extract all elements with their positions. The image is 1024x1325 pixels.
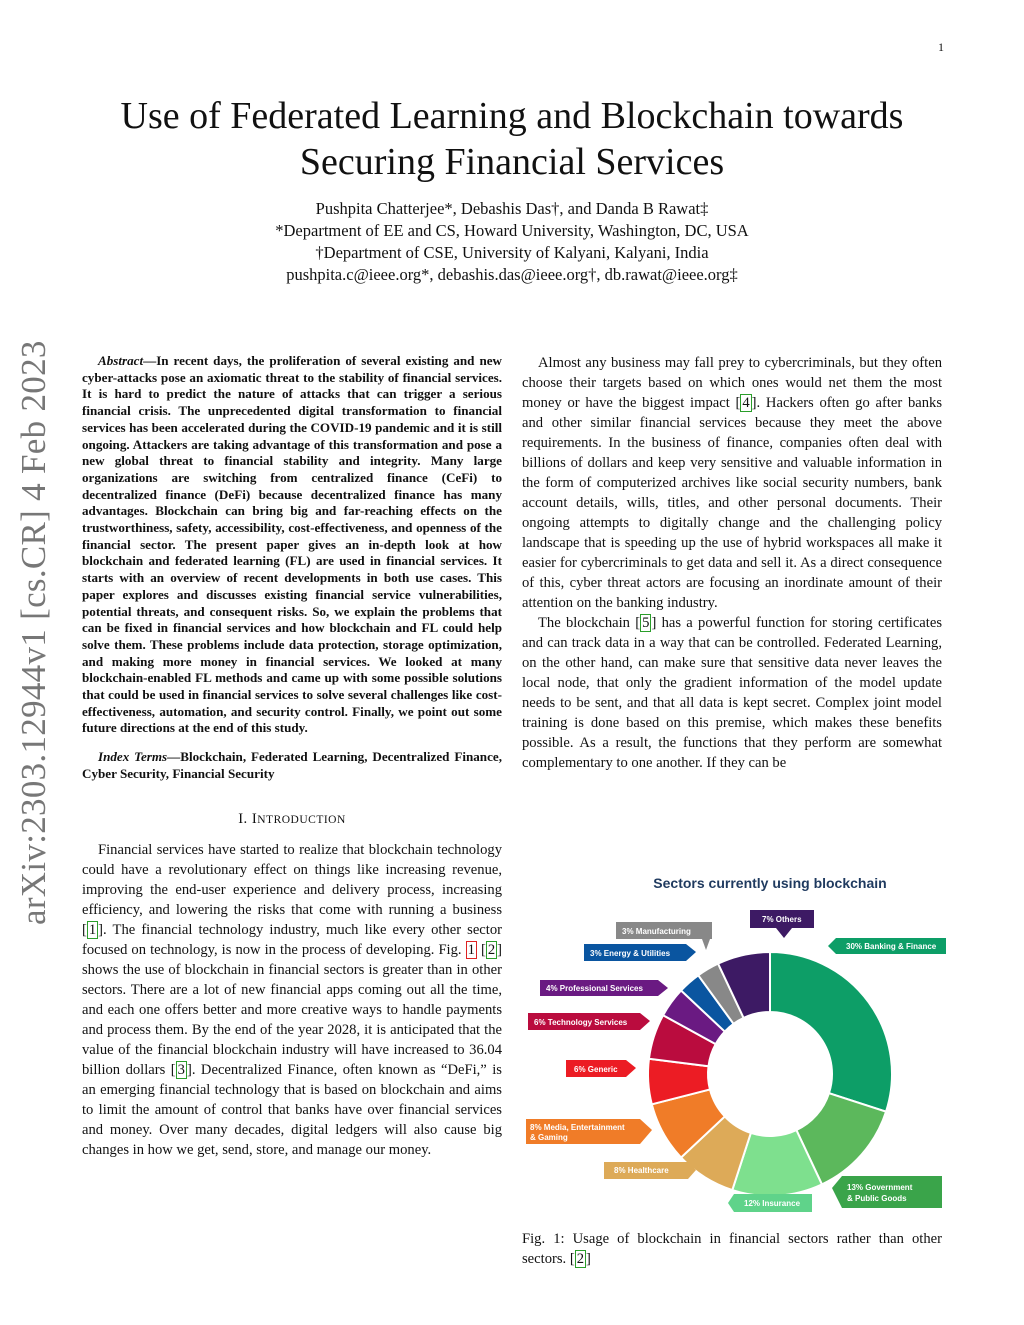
right-column	[522, 353, 942, 773]
intro-text-c: shows the use of blockchain in financial sectors is greater than in other sectors. There are a lot of new financial apps coming out all the time, and each one offers better and more creative ways to handle payments and process them. By the end of the year 2028, it is anticipated that the value of the financial blockchain industry will have increased to 36.04 billion dollars	[82, 961, 502, 1078]
index-terms	[82, 749, 502, 782]
caption-text: Fig. 1: Usage of blockchain in financial sectors rather than other sectors.	[522, 1231, 942, 1267]
label-energy: 3% Energy & Utilities	[590, 949, 671, 958]
intro-paragraph: Financial services have started to realize that blockchain technology could have a revolutionary effect on things like increasing revenue, improving the end-user experience and delivery process, increasing efficiency, and lowering the risks that come with running a business [ 1 ]. The financial technology industry, much like every other sector focused on technology, is now in the process of developing. Fig. 1 [ 2 ] shows the use of blockchain in financial sectors is greater than in other sectors. There are a lot of new financial apps coming out all the time, and each one offers better and more creative ways to handle payments and process them. By the end of the year 2028, it is anticipated that the value of the financial blockchain industry will have increased to 36.04 billion dollars [ 3 ]. Decentralized Finance, often known as “DeFi,” is an emerging financial technology that is based on blockchain and aims to limit the amount of control that banks have over financial services and money. Over many decades, digital ledgers will also cause big changes in how we get, send, store, and manage our money.	[82, 841, 502, 1158]
citation-link[interactable]: 3	[177, 1061, 185, 1078]
label-others: 7% Others	[762, 915, 802, 924]
label-professional: 4% Professional Services	[546, 984, 643, 993]
chart-title: Sectors currently using blockchain	[653, 875, 887, 891]
title-line-1: Use of Federated Learning and Blockchain towards	[120, 95, 904, 137]
right-paragraph-1: Almost any business may fall prey to cybercriminals, but they often choose their targets based on which ones would net them the most money or have the biggest impact [ 4 ]. Hackers often go after banks and other similar financial services because they meet the above requirements. In the business of finance, companies often deal with billions of dollars and keep very sensitive and valuable information in the form of computerized archives like social security numbers, bank account details, wills, titles, and other personal documents. Their ongoing attempts to digitally change and the challenging policy landscape that is speeding up the use of hybrid workspaces all make it easier for cybercriminals to get data and sell it. As a direct consequence of this, cyber threat actors are focusing an inordinate amount of their attention on the banking industry.	[522, 355, 942, 611]
right-text-b: . Hackers often go after banks and other similar financial services because they meet the above requirements. In the business of finance, companies often deal with billions of dollars and keep very sensitive and valuable information in the form of computerized archives like social security numbers, bank account details, wills, titles, and other personal documents. Their ongoing attempts to digitally change and the challenging policy landscape that is speeding up the use of hybrid workspaces all make it easier for cybercriminals to get data and sell it. As a direct consequence of this, cyber threat actors are focusing an inordinate amount of their attention on the banking industry.	[522, 395, 942, 611]
abstract-label: Abstract	[98, 353, 144, 368]
right-text-c: The blockchain	[538, 615, 636, 631]
intro-text-b: . The financial technology industry, much like every other sector focused on technology, is now in the process of developing. Fig.	[82, 921, 502, 958]
intro-text-a: Financial services have started to realize that blockchain technology could have a revolutionary effect on things like increasing revenue, improving the end-user experience and delivery process, increasing efficiency, and lowering the risks that come with running a business	[82, 841, 502, 918]
affiliation-1: *Department of EE and CS, Howard University, Washington, DC, USA	[275, 221, 749, 240]
section-title-rest: NTRODUCTION	[257, 813, 346, 826]
label-insurance: 12% Insurance	[744, 1199, 801, 1208]
callout-government	[832, 1176, 942, 1208]
arxiv-stamp: arXiv:2303.12944v1 [cs.CR] 4 Feb 2023	[14, 340, 53, 925]
figure-caption: Fig. 1: Usage of blockchain in financial sectors rather than other sectors. [ 2 ]	[522, 1231, 942, 1267]
label-media-1: 8% Media, Entertainment	[530, 1123, 625, 1132]
citation-link[interactable]: 1	[88, 921, 97, 938]
label-banking: 30% Banking & Finance	[846, 942, 937, 951]
abstract-text: —In recent days, the proliferation of several existing and new cyber-attacks pose an axiomatic threat to the stability of financial services. It is hard to predict the nature of attacks that can trigger a serious financial crisis. The unprecedented digital transformation to financial services has been accelerated during the COVID-19 pandemic and it is still ongoing. Attackers are taking advantage of this transformation and pose a new global threat to financial stability and integrity. Many large organizations are switching from centralized finance (CeFi) to decentralized finance (DeFi) because decentralized finance has many advantages. Blockchain can bring big and far-reaching effects on the trustworthiness, safety, accessibility, cost-effectiveness, and openness of the financial sector. The present paper gives an in-depth look at how blockchain and federated learning (FL) are used in financial services. It starts with an overview of recent developments in both use cases. This paper explores and discusses existing financial service vulnerabilities, potential threats, and consequent risks. So, we explain the problems that can be fixed in financial services and how blockchain and FL could help solve them. These problems include data protection, storage optimization, and making more money in financial services. We looked at many blockchain-enabled FL methods and came up with some possible solutions that could be used in financial services to solve several challenges like cost-effectiveness, automation, and security control. Finally, we point out some future directions at the end of this study.	[82, 353, 502, 736]
label-government-2: & Public Goods	[847, 1194, 907, 1203]
index-terms-label: Index Terms	[98, 749, 168, 765]
index-terms-text: —Blockchain, Federated Learning, Decentralized Finance, Cyber Security, Financial Security	[82, 749, 502, 781]
author-emails: pushpita.c@ieee.org*, debashis.das@ieee.org†, db.rawat@ieee.org‡	[286, 265, 738, 284]
section-title-initial: I	[251, 810, 258, 827]
author-names: Pushpita Chatterjee*, Debashis Das†, and Danda B Rawat‡	[315, 199, 709, 218]
citation-link[interactable]: 2	[576, 1251, 584, 1267]
right-text-a: Almost any business may fall prey to cybercriminals, but they often choose their targets based on which ones would net them the most money or have the biggest impact	[522, 355, 942, 411]
right-paragraph-2: The blockchain [ 5 ] has a powerful function for storing certificates and can track data in a way that can be controlled. Federated Learning, on the other hand, can make sure that sensitive data never leaves the local node, that only the gradient information of the model update needs to be sent, and that all data is kept secret. Complex joint model training is done based on this premise, which makes these benefits possible. As a result, the functions that they perform are somewhat complementary to one another. If they can be	[522, 615, 942, 771]
label-technology: 6% Technology Services	[534, 1018, 628, 1027]
label-generic: 6% Generic	[574, 1065, 618, 1074]
affiliation-2: †Department of CSE, University of Kalyani, Kalyani, India	[315, 243, 709, 262]
citation-link[interactable]: 5	[642, 615, 650, 631]
citation-link[interactable]: 2	[487, 941, 496, 958]
author-block	[0, 198, 1024, 286]
callout-manufacturing-tail	[702, 939, 710, 950]
slice-banking-finance	[770, 952, 892, 1112]
label-healthcare: 8% Healthcare	[614, 1166, 669, 1175]
abstract	[82, 353, 502, 737]
figure-link[interactable]: 1	[467, 941, 475, 958]
paper-title	[0, 93, 1024, 185]
title-line-2: Securing Financial Services	[299, 141, 725, 183]
section-number: I.	[238, 810, 248, 827]
citation-link[interactable]: 4	[742, 395, 750, 411]
intro-text-d: . Decentralized Finance, often known as “DeFi,” is an emerging financial technology that is based on blockchain and aims to limit the amount of control that banks have over financial services and money. Over many decades, digital ledgers will also cause big changes in how we get, send, store, and manage our money.	[82, 1061, 502, 1158]
right-text-d: has a powerful function for storing certificates and can track data in a way that can be controlled. Federated Learning, on the other hand, can make sure that sensitive data never leaves the local node, that only the gradient information of the model update needs to be sent, and that all data is kept secret. Complex joint model training is done based on this premise, which makes these benefits possible. As a result, the functions that they perform are somewhat complementary to one another. If they can be	[522, 615, 942, 771]
sector-donut-chart	[522, 868, 952, 1223]
page-number: 1	[938, 40, 944, 54]
label-manufacturing: 3% Manufacturing	[622, 927, 691, 936]
label-government-1: 13% Government	[847, 1183, 913, 1192]
section-heading-introduction	[82, 809, 502, 830]
left-column	[82, 353, 502, 1160]
label-media-2: & Gaming	[530, 1133, 568, 1142]
